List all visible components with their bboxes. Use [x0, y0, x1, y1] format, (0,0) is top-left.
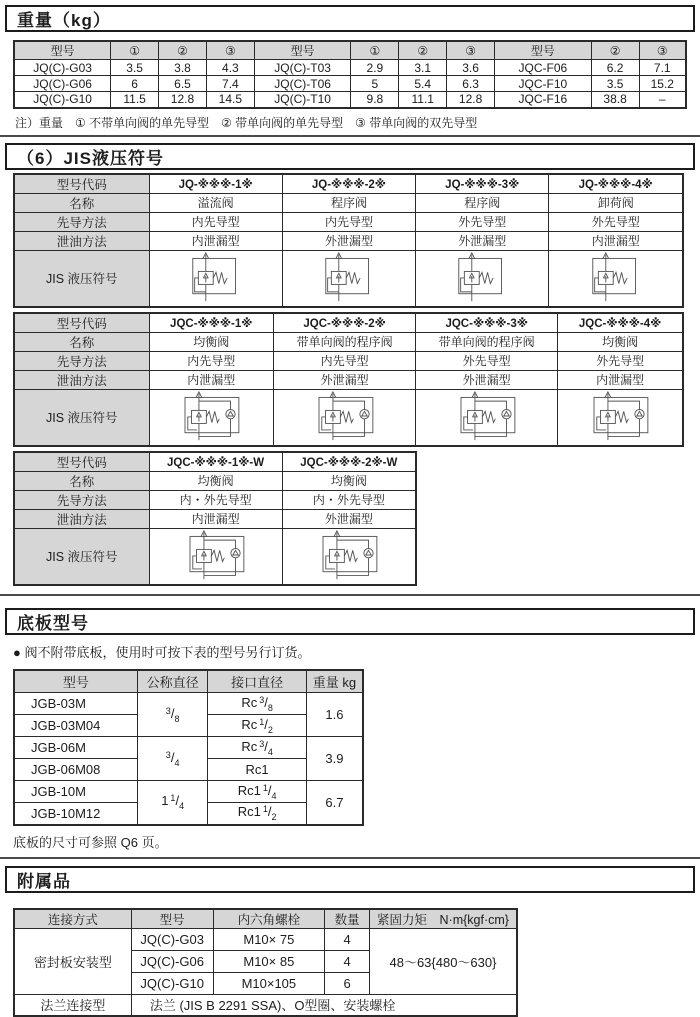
pilot-method: 外先导型 [416, 351, 558, 370]
bolt-spec: M10×105 [213, 972, 325, 994]
hydraulic-symbol-icon [174, 529, 258, 581]
bolt-qty: 4 [325, 950, 370, 972]
model-cell: JQ(C)-G03 [131, 928, 213, 950]
row-label: 名称 [14, 471, 149, 490]
valve-name: 均衡阀 [558, 332, 683, 351]
pilot-method: 内先导型 [282, 212, 415, 231]
accessories-header-row [14, 909, 517, 929]
hydraulic-symbol-cell [549, 250, 683, 307]
hydraulic-symbol-cell [416, 389, 558, 446]
valve-name: 均衡阀 [149, 332, 274, 351]
row-label: 泄油方法 [14, 509, 149, 528]
table-row [14, 928, 517, 950]
model-code: JQC-※※※-3※ [416, 313, 558, 333]
model-code: JQC-※※※-2※-W [282, 452, 416, 472]
model-code: JQ-※※※-4※ [549, 174, 683, 194]
valve-name: 均衡阀 [282, 471, 416, 490]
model-cell: JQC-F10 [495, 76, 592, 92]
row-label: 名称 [14, 193, 149, 212]
hydraulic-symbol-cell [558, 389, 683, 446]
tightening-torque: 48～63{480～630} [369, 928, 517, 994]
drain-method: 外泄漏型 [416, 231, 549, 250]
weight-value: 3.5 [591, 76, 639, 92]
drain-method: 内泄漏型 [149, 370, 274, 389]
weight-value: 1.6 [306, 693, 363, 737]
hydraulic-symbol-cell [149, 389, 274, 446]
pilot-method: 外先导型 [558, 351, 683, 370]
port-diameter: Rc $^1/_2$ [208, 715, 306, 737]
model-cell: JGB-10M [14, 781, 137, 803]
table-row [14, 76, 686, 92]
model-cell: JGB-10M12 [14, 803, 137, 825]
hydraulic-symbol-cell [282, 250, 415, 307]
drain-method: 内泄漏型 [558, 370, 683, 389]
model-cell: JGB-06M08 [14, 759, 137, 781]
port-diameter: Rc1 $^1/_4$ [208, 781, 306, 803]
baseplate-table [13, 669, 364, 826]
row-label: 型号代码 [14, 452, 149, 472]
weight-title-text: 重量（kg） [17, 6, 111, 31]
table-row [14, 231, 683, 250]
model-code: JQ-※※※-3※ [416, 174, 549, 194]
col-header: 数量 [325, 909, 370, 929]
model-code: JQC-※※※-2※ [274, 313, 416, 333]
nominal-diameter: $^3/_4$ [137, 737, 208, 781]
weight-value: 3.6 [447, 60, 495, 76]
weight-value: 7.1 [639, 60, 686, 76]
baseplate-header-row [14, 670, 363, 693]
weight-table [13, 40, 687, 109]
port-diameter: Rc $^3/_8$ [208, 693, 306, 715]
table-row [14, 174, 683, 194]
model-cell: JQ(C)-G06 [14, 76, 111, 92]
connection-type: 密封板安装型 [14, 928, 131, 994]
pilot-method: 外先导型 [549, 212, 683, 231]
table-row [14, 351, 683, 370]
valve-name: 溢流阀 [149, 193, 282, 212]
row-label: 型号代码 [14, 313, 149, 333]
hydraulic-symbol-icon [169, 390, 253, 442]
hydraulic-symbol-icon [574, 251, 658, 303]
drain-method: 内泄漏型 [149, 509, 282, 528]
row-label: 型号代码 [14, 174, 149, 194]
weight-value: 7.4 [206, 76, 254, 92]
row-label: JIS 液压符号 [14, 389, 149, 446]
bolt-spec: M10× 75 [213, 928, 325, 950]
table-row [14, 60, 686, 76]
model-cell: JQ(C)-T03 [254, 60, 351, 76]
model-cell: JQ(C)-G03 [14, 60, 111, 76]
table-row [14, 332, 683, 351]
jis-table-jqc [13, 312, 684, 447]
col-header: 型号 [131, 909, 213, 929]
weight-value: 12.8 [447, 92, 495, 108]
hydraulic-symbol-icon [440, 251, 524, 303]
row-label: JIS 液压符号 [14, 250, 149, 307]
row-label: 先导方法 [14, 351, 149, 370]
section-title-accessories [5, 866, 695, 893]
col-header: 连接方式 [14, 909, 131, 929]
section-divider [0, 135, 700, 137]
weight-value: 2.9 [351, 60, 399, 76]
table-row [14, 490, 416, 509]
col-header: ③ [447, 41, 495, 60]
weight-value: 12.8 [159, 92, 207, 108]
model-cell: JQ(C)-T10 [254, 92, 351, 108]
model-cell: JQ(C)-G10 [14, 92, 111, 108]
hydraulic-symbol-icon [445, 390, 529, 442]
weight-value: – [639, 92, 686, 108]
pilot-method: 内先导型 [274, 351, 416, 370]
valve-name: 带单向阀的程序阀 [274, 332, 416, 351]
table-row [14, 693, 363, 715]
weight-value: 4.3 [206, 60, 254, 76]
weight-value: 9.8 [351, 92, 399, 108]
weight-value: 6.3 [447, 76, 495, 92]
table-row [14, 452, 416, 472]
weight-value: 14.5 [206, 92, 254, 108]
weight-value: 11.5 [111, 92, 159, 108]
table-row [14, 389, 683, 446]
model-code: JQC-※※※-1※ [149, 313, 274, 333]
col-header: ③ [206, 41, 254, 60]
weight-value: 3.8 [159, 60, 207, 76]
col-header: ② [159, 41, 207, 60]
section-divider [0, 857, 700, 859]
row-label: 先导方法 [14, 490, 149, 509]
model-code: JQ-※※※-1※ [149, 174, 282, 194]
table-row [14, 528, 416, 585]
table-row [14, 994, 517, 1016]
hydraulic-symbol-icon [174, 251, 258, 303]
valve-name: 程序阀 [282, 193, 415, 212]
section-title-jis [5, 143, 695, 170]
pilot-method: 内・外先导型 [282, 490, 416, 509]
weight-value: 38.8 [591, 92, 639, 108]
pilot-method: 内・外先导型 [149, 490, 282, 509]
col-header: ① [351, 41, 399, 60]
col-header: ② [399, 41, 447, 60]
row-label: 泄油方法 [14, 370, 149, 389]
table-row [14, 313, 683, 333]
nominal-diameter: 1 $^1/_4$ [137, 781, 208, 825]
bolt-spec: M10× 85 [213, 950, 325, 972]
weight-value: 5.4 [399, 76, 447, 92]
col-header: 接口直径 [208, 670, 306, 693]
model-cell: JQC-F06 [495, 60, 592, 76]
model-cell: JQ(C)-T06 [254, 76, 351, 92]
row-label: 名称 [14, 332, 149, 351]
model-cell: JGB-03M04 [14, 715, 137, 737]
weight-value: 6.5 [159, 76, 207, 92]
col-header: 型号 [495, 41, 592, 60]
section-title-weight [5, 5, 695, 32]
col-header: 紧固力矩 N·m{kgf·cm} [369, 909, 517, 929]
col-header: 内六角螺栓 [213, 909, 325, 929]
drain-method: 内泄漏型 [149, 231, 282, 250]
model-cell: JQ(C)-G06 [131, 950, 213, 972]
drain-method: 内泄漏型 [549, 231, 683, 250]
valve-name: 程序阀 [416, 193, 549, 212]
row-label: 泄油方法 [14, 231, 149, 250]
drain-method: 外泄漏型 [416, 370, 558, 389]
hydraulic-symbol-icon [307, 251, 391, 303]
weight-value: 6 [111, 76, 159, 92]
model-code: JQ-※※※-2※ [282, 174, 415, 194]
jis-table-jqc-w [13, 451, 417, 586]
table-row [14, 509, 416, 528]
section-title-baseplate [5, 608, 695, 635]
row-label: JIS 液压符号 [14, 528, 149, 585]
flange-description: 法兰 (JIS B 2291 SSA)、O型圈、安装螺栓 [131, 994, 517, 1016]
model-cell: JQC-F16 [495, 92, 592, 108]
col-header: 型号 [14, 670, 137, 693]
weight-value: 3.5 [111, 60, 159, 76]
weight-value: 5 [351, 76, 399, 92]
valve-name: 卸荷阀 [549, 193, 683, 212]
table-row [14, 370, 683, 389]
col-header: 型号 [14, 41, 111, 60]
weight-value: 15.2 [639, 76, 686, 92]
hydraulic-symbol-icon [578, 390, 662, 442]
hydraulic-symbol-cell [282, 528, 416, 585]
row-label: 先导方法 [14, 212, 149, 231]
col-header: 公称直径 [137, 670, 208, 693]
model-cell: JGB-03M [14, 693, 137, 715]
col-header: ② [591, 41, 639, 60]
drain-method: 外泄漏型 [282, 231, 415, 250]
port-diameter: Rc1 $^1/_2$ [208, 803, 306, 825]
drain-method: 外泄漏型 [274, 370, 416, 389]
model-cell: JGB-06M [14, 737, 137, 759]
weight-value: 11.1 [399, 92, 447, 108]
table-row [14, 471, 416, 490]
table-row [14, 92, 686, 108]
baseplate-footer-note: 底板的尺寸可参照 Q6 页。 [13, 832, 700, 851]
col-header: 重量 kg [306, 670, 363, 693]
weight-note: 注）重量 ① 不带单向阀的单先导型 ② 带单向阀的单先导型 ③ 带单向阀的双先导型 [15, 114, 700, 131]
weight-value: 6.7 [306, 781, 363, 825]
hydraulic-symbol-cell [416, 250, 549, 307]
accessories-table [13, 908, 518, 1017]
hydraulic-symbol-icon [303, 390, 387, 442]
nominal-diameter: $^3/_8$ [137, 693, 208, 737]
pilot-method: 内先导型 [149, 212, 282, 231]
drain-method: 外泄漏型 [282, 509, 416, 528]
weight-header-row [14, 41, 686, 60]
hydraulic-symbol-icon [307, 529, 391, 581]
table-row [14, 212, 683, 231]
model-code: JQC-※※※-4※ [558, 313, 683, 333]
baseplate-bullet-note: ● 阀不附带底板，使用时可按下表的型号另行订货。 [13, 642, 700, 661]
port-diameter: Rc1 [208, 759, 306, 781]
baseplate-title-text: 底板型号 [17, 609, 89, 634]
table-row [14, 737, 363, 759]
weight-value: 3.9 [306, 737, 363, 781]
connection-type: 法兰连接型 [14, 994, 131, 1016]
col-header: ① [111, 41, 159, 60]
table-row [14, 250, 683, 307]
bolt-qty: 6 [325, 972, 370, 994]
valve-name: 均衡阀 [149, 471, 282, 490]
model-code: JQC-※※※-1※-W [149, 452, 282, 472]
hydraulic-symbol-cell [149, 250, 282, 307]
hydraulic-symbol-cell [149, 528, 282, 585]
col-header: ③ [639, 41, 686, 60]
port-diameter: Rc $^3/_4$ [208, 737, 306, 759]
jis-table-jq [13, 173, 684, 308]
weight-value: 6.2 [591, 60, 639, 76]
hydraulic-symbol-cell [274, 389, 416, 446]
weight-value: 3.1 [399, 60, 447, 76]
table-row [14, 781, 363, 803]
model-cell: JQ(C)-G10 [131, 972, 213, 994]
col-header: 型号 [254, 41, 351, 60]
table-row [14, 193, 683, 212]
pilot-method: 内先导型 [149, 351, 274, 370]
accessories-title-text: 附属品 [17, 867, 71, 892]
jis-title-text: （6）JIS液压符号 [17, 144, 164, 169]
pilot-method: 外先导型 [416, 212, 549, 231]
valve-name: 带单向阀的程序阀 [416, 332, 558, 351]
section-divider [0, 594, 700, 596]
bolt-qty: 4 [325, 928, 370, 950]
